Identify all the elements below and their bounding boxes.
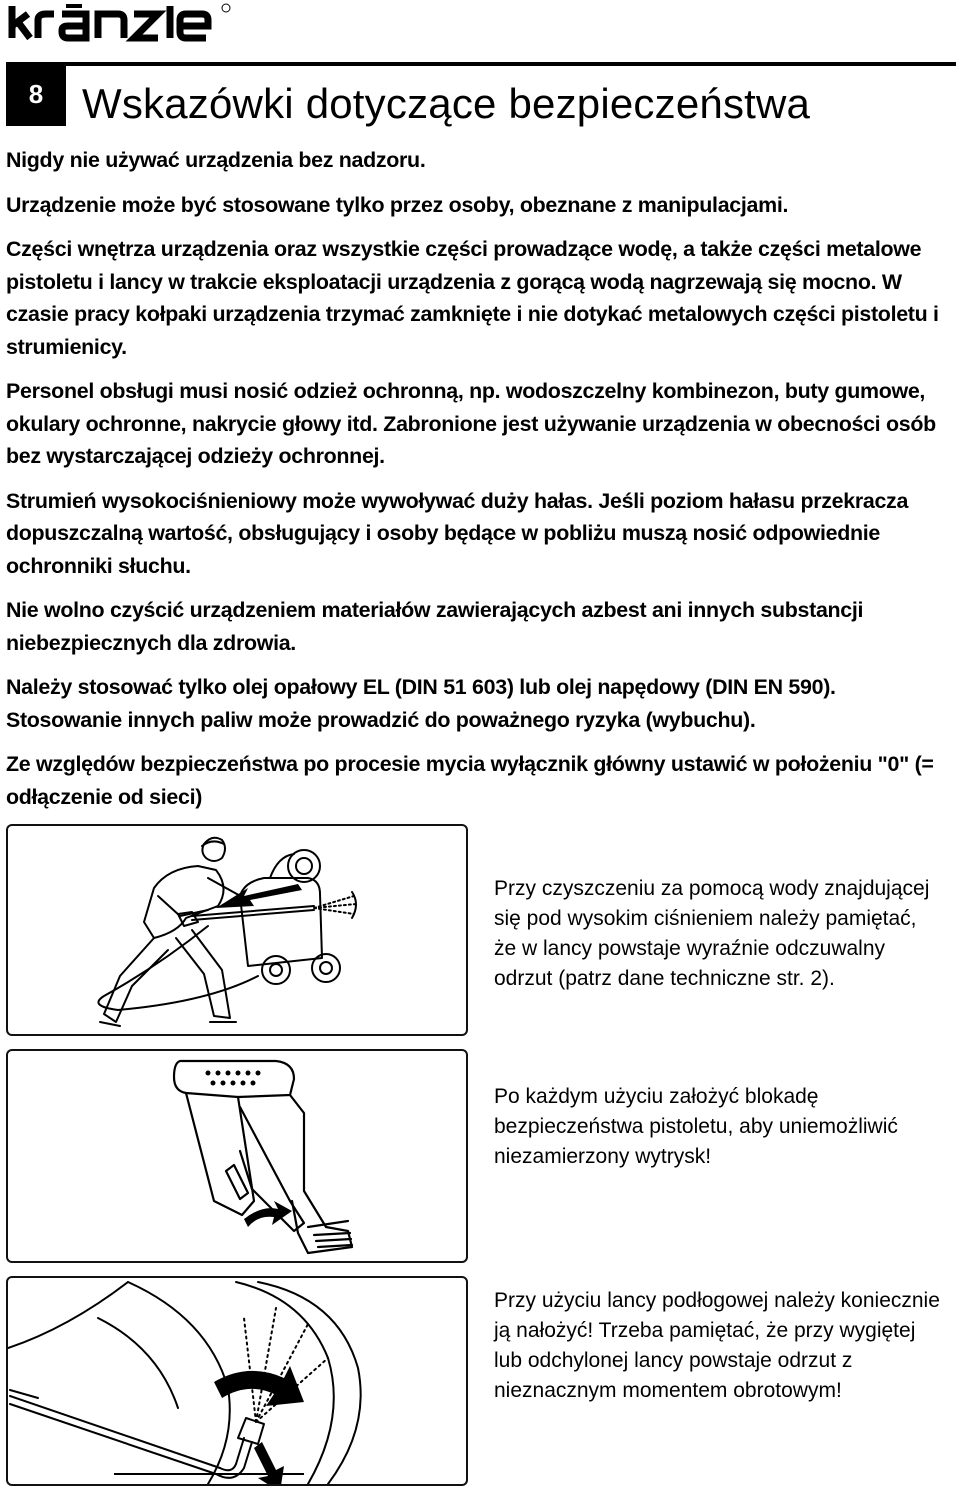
figure-underbody-lance-caption: Przy użyciu lancy podłogowej należy koniecznie ją nałożyć! Trzeba pamiętać, że przy wygiętej lub odchylonej lancy powstaje odrzut z nieznacznym momentem obrotowym!: [494, 1289, 940, 1402]
paragraph-trained-operators: Urządzenie może być stosowane tylko przez osoby, obeznane z manipulacjami.: [6, 192, 789, 217]
paragraph-fuel: Należy stosować tylko olej opałowy EL (DIN 51 603) lub olej napędowy (DIN EN 590). Stosowanie innych paliw może prowadzić do poważnego ryzyka (wybuchu).: [6, 675, 836, 732]
paragraph-hot-parts: Części wnętrza urządzenia oraz wszystkie części prowadzące wodę, a także części metalowe pistoletu i lancy w trakcie eksploatacji urządzenia z gorącą wodą nagrzewają się mocno. W czasie pracy kołpaki urządzenia trzymać zamknięte i nie dotykać metalowych części pistoletu i strumienicy.: [6, 237, 939, 359]
page-title: Wskazówki dotyczące bezpieczeństwa: [82, 80, 811, 127]
underbody-lance-illustration: [8, 1278, 466, 1484]
paragraph-supervision: Nigdy nie używać urządzenia bez nadzoru.: [6, 148, 426, 172]
page-number: 8: [6, 62, 66, 126]
paragraph-asbestos: Nie wolno czyścić urządzeniem materiałów zawierających azbest ani innych substancji niebezpiecznych dla zdrowia.: [6, 598, 864, 655]
figure-underbody-lance: [6, 1276, 468, 1486]
paragraph-protective-clothing: Personel obsługi musi nosić odzież ochronną, np. wodoszczelny kombinezon, buty gumowe, okulary ochronne, nakrycie głowy itd. Zabronione jest używanie urządzenia w obecności osób bez wystarczającej odzieży ochronnej.: [6, 379, 936, 468]
figure-safety-lock: [6, 1049, 468, 1263]
spray-gun-safety-lock-illustration: [8, 1051, 466, 1261]
figure-recoil: [6, 824, 468, 1036]
header-rule: [66, 62, 956, 66]
figure-safety-lock-caption: Po każdym użyciu założyć blokadę bezpieczeństwa pistoletu, aby uniemożliwić niezamierzony wytrysk!: [494, 1085, 898, 1168]
paragraph-main-switch: Ze względów bezpieczeństwa po procesie mycia wyłącznik główny ustawić w położeniu "0" (= odłączenie od sieci): [6, 752, 934, 809]
safety-instructions: [6, 144, 952, 825]
paragraph-noise: Strumień wysokociśnieniowy może wywoływać duży hałas. Jeśli poziom hałasu przekracza dopuszczalną wartość, obsługujący i osoby będące w pobliżu muszą nosić odpowiednie ochronniki słuchu.: [6, 488, 909, 578]
kranzle-logo-wordmark: [6, 2, 232, 42]
operator-recoil-illustration: [8, 826, 466, 1034]
figure-recoil-caption: Przy czyszczeniu za pomocą wody znajdującej się pod wysokim ciśnieniem należy pamiętać, że w lancy powstaje wyraźnie odczuwalny odrzut (patrz dane techniczne str. 2).: [494, 877, 930, 990]
kranzle-logo: [6, 2, 232, 42]
